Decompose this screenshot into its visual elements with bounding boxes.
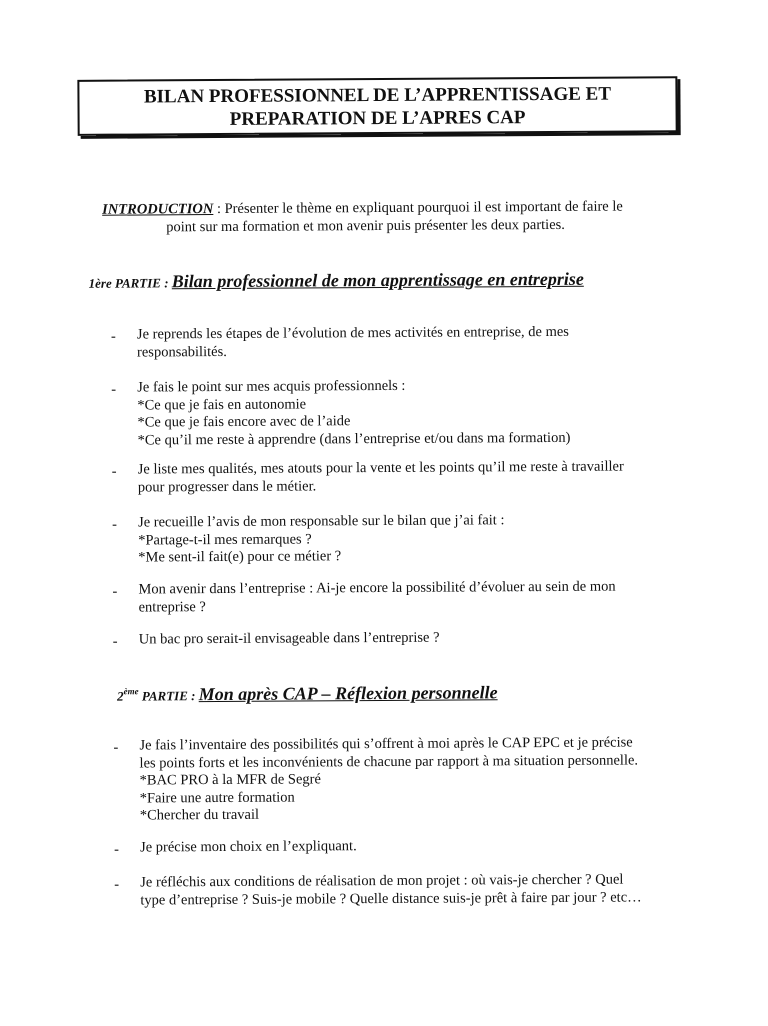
introduction [102,197,682,237]
item-line: *Partage-t-il mes remarques ? [138,530,312,549]
part2-prefix-rest: PARTIE : [138,688,199,704]
part1-item-1 [111,323,691,362]
item-line: *BAC PRO à la MFR de Segré [139,771,321,789]
item-line: Mon avenir dans l’entreprise : Ai-je encore la possibilité d’évoluer au sein de mon [138,578,616,598]
bullet-dash: - [113,739,119,756]
introduction-text-2: point sur ma formation et mon avenir puis présenter les deux parties. [166,216,565,236]
item-line: Je précise mon choix en l’expliquant. [139,838,357,856]
item-line: responsabilités. [136,343,227,361]
introduction-label: INTRODUCTION [102,201,214,218]
item-line: *Me sent-il fait(e) pour ce métier ? [138,548,342,566]
part1-item-5 [112,578,692,617]
bullet-dash: - [112,516,117,533]
bullet-dash: - [114,876,120,893]
part1-heading [89,269,584,293]
part1-item-4 [112,511,692,567]
bullet-dash: - [114,841,119,858]
item-line: *Ce que je fais encore avec de l’aide [137,413,351,431]
part2-heading [117,682,498,705]
title-line-1: BILAN PROFESSIONNEL DE L’APPRENTISSAGE ET [143,83,612,108]
part2-item-2 [114,836,694,857]
item-line: *Ce qu’il me reste à apprendre (dans l’entreprise et/ou dans ma formation) [137,429,571,449]
part2-prefix-num: 2 [117,688,124,704]
item-line: Je fais le point sur mes acquis professionnels : [137,377,406,396]
bullet-dash: - [111,463,117,480]
item-line: entreprise ? [138,598,206,616]
item-line: Je fais l’inventaire des possibilités qui s’offrent à moi après le CAP EPC et je précise [139,734,633,754]
item-line: type d’entreprise ? Suis-je mobile ? Quelle distance suis-je prêt à faire par jour ? etc… [140,888,642,908]
part1-item-2 [111,376,691,450]
part1-prefix: 1ère PARTIE : [88,275,172,291]
item-line: *Chercher du travail [139,806,260,824]
part2-item-1 [113,734,694,825]
item-line: Je reprends les étapes de l’évolution de mes activités en entreprise, de mes [136,323,569,343]
item-line: Je réfléchis aux conditions de réalisation de mon projet : où vais-je chercher ? Quel [140,871,624,891]
item-line: Un bac pro serait-il envisageable dans l’entreprise ? [138,629,440,648]
bullet-dash: - [110,328,116,345]
title-box [77,76,677,136]
item-line: les points forts et les inconvénients de chacune par rapport à ma situation personnelle. [139,751,639,771]
part2-prefix-sup: ème [123,686,139,697]
part2-item-3 [114,871,694,910]
part1-item-3 [112,458,692,497]
item-line: Je liste mes qualités, mes atouts pour la vente et les points qu’il me reste à travailler [137,458,624,478]
part1-item-6 [113,628,693,649]
item-line: *Faire une autre formation [139,789,295,806]
item-line: *Ce que je fais en autonomie [137,395,307,414]
item-line: pour progresser dans le métier. [137,477,317,496]
part1-title: Bilan professionnel de mon apprentissage en entreprise [171,268,584,292]
introduction-text-1: : Présenter le thème en expliquant pourquoi il est important de faire le [213,198,623,218]
bullet-dash: - [111,381,117,398]
item-line: Je recueille l’avis de mon responsable sur le bilan que j’ai fait : [138,512,505,531]
bullet-dash: - [112,583,118,600]
title-line-2: PREPARATION DE L’APRES CAP [229,107,526,130]
part2-title: Mon après CAP – Réflexion personnelle [198,682,498,705]
bullet-dash: - [112,633,118,650]
